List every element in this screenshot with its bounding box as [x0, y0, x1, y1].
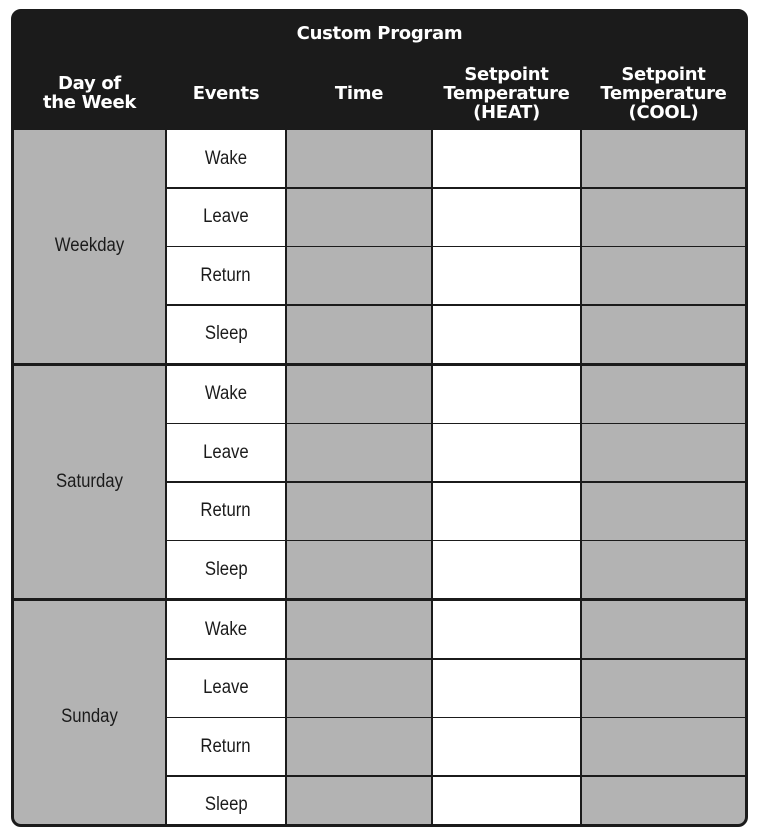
header-time: Time	[334, 82, 384, 104]
event-cell	[167, 601, 285, 658]
event-cell	[167, 366, 285, 423]
heat-setpoint-cell	[433, 306, 580, 363]
day-label: Sunday	[61, 706, 118, 728]
cool-setpoint-cell	[582, 541, 745, 598]
custom-program-table	[11, 9, 748, 827]
event-label: Return	[200, 500, 252, 521]
heat-setpoint-cell	[433, 247, 580, 304]
heat-setpoint-cell	[433, 366, 580, 423]
time-cell	[287, 718, 431, 775]
event-cell	[167, 424, 285, 481]
cool-setpoint-cell	[582, 189, 745, 246]
cool-setpoint-cell	[582, 366, 745, 423]
heat-setpoint-cell	[433, 130, 580, 187]
time-cell	[287, 777, 431, 828]
event-cell	[167, 483, 285, 540]
time-cell	[287, 366, 431, 423]
header-setpoint-cool: Setpoint Temperature (COOL)	[600, 63, 727, 123]
cool-setpoint-cell	[582, 424, 745, 481]
event-cell	[167, 660, 285, 717]
event-label: Sleep	[204, 558, 248, 580]
table-title: Custom Program	[296, 22, 463, 44]
day-cell	[14, 366, 165, 599]
heat-setpoint-cell	[433, 189, 580, 246]
event-cell	[167, 541, 285, 598]
event-cell	[167, 130, 285, 187]
time-cell	[287, 424, 431, 481]
event-cell	[167, 777, 285, 828]
heat-setpoint-cell	[433, 541, 580, 598]
day-cell	[14, 130, 165, 363]
time-cell	[287, 306, 431, 363]
event-cell	[167, 189, 285, 246]
cool-setpoint-cell	[582, 601, 745, 658]
day-cell	[14, 601, 165, 827]
event-label: Return	[200, 735, 252, 757]
event-cell	[167, 306, 285, 363]
heat-setpoint-cell	[433, 660, 580, 717]
event-label: Wake	[204, 147, 248, 169]
time-cell	[287, 483, 431, 540]
event-label: Leave	[203, 441, 249, 463]
event-label: Wake	[204, 618, 248, 640]
time-cell	[287, 130, 431, 187]
heat-setpoint-cell	[433, 483, 580, 540]
event-label: Sleep	[204, 794, 248, 815]
header-events: Events	[192, 82, 260, 104]
heat-setpoint-cell	[433, 601, 580, 658]
cool-setpoint-cell	[582, 483, 745, 540]
time-cell	[287, 601, 431, 658]
table-body	[14, 130, 745, 824]
header-day-of-week: Day of the Week	[42, 73, 137, 113]
event-label: Wake	[204, 383, 248, 404]
event-label: Return	[200, 264, 252, 286]
time-cell	[287, 660, 431, 717]
time-cell	[287, 189, 431, 246]
time-cell	[287, 247, 431, 304]
event-label: Leave	[203, 206, 249, 227]
cool-setpoint-cell	[582, 306, 745, 363]
cool-setpoint-cell	[582, 777, 745, 828]
cool-setpoint-cell	[582, 660, 745, 717]
event-cell	[167, 718, 285, 775]
event-label: Leave	[203, 677, 249, 698]
day-label: Saturday	[56, 470, 123, 492]
heat-setpoint-cell	[433, 718, 580, 775]
heat-setpoint-cell	[433, 777, 580, 828]
heat-setpoint-cell	[433, 424, 580, 481]
cool-setpoint-cell	[582, 130, 745, 187]
header-setpoint-heat: Setpoint Temperature (HEAT)	[443, 63, 570, 123]
day-label: Weekday	[54, 235, 125, 257]
event-label: Sleep	[204, 323, 248, 344]
cool-setpoint-cell	[582, 718, 745, 775]
event-cell	[167, 247, 285, 304]
time-cell	[287, 541, 431, 598]
cool-setpoint-cell	[582, 247, 745, 304]
